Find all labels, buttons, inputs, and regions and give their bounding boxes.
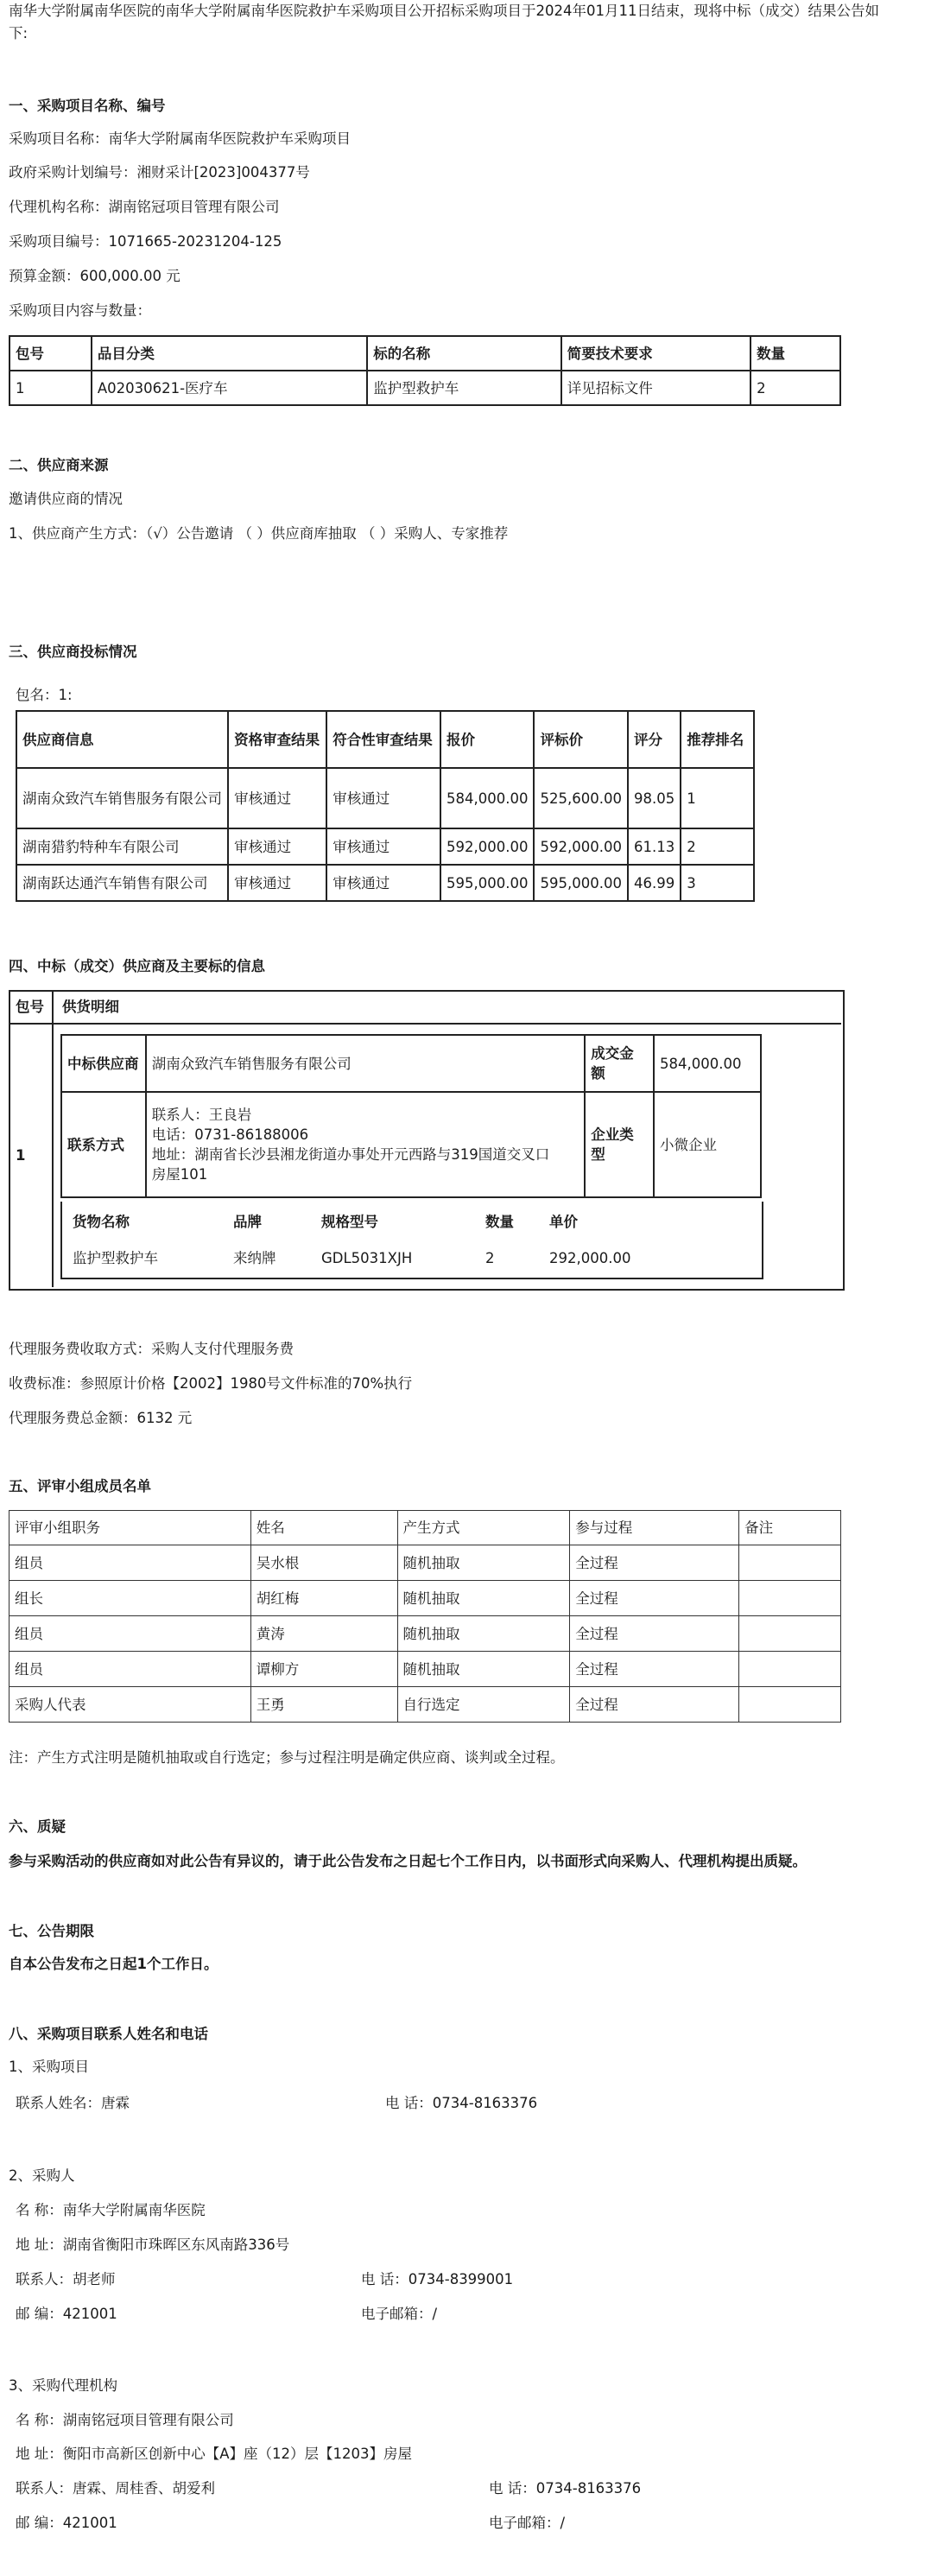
items-table xyxy=(9,335,841,406)
committee-row-2-process: 全过程 xyxy=(570,1581,739,1616)
committee-note: 注：产生方式注明是随机抽取或自行选定；参与过程注明是确定供应商、谈判或全过程。 xyxy=(9,1749,565,1766)
sub-agency: 3、采购代理机构 xyxy=(9,2377,117,2394)
section-6-title: 六、质疑 xyxy=(9,1818,66,1835)
bids-row-2-price: 592,000.00 xyxy=(440,828,534,865)
goods-header-qty: 数量 xyxy=(485,1214,514,1230)
items-cell-category: A02030621-医疗车 xyxy=(92,371,367,405)
bids-row-3-conform: 审核通过 xyxy=(326,865,440,901)
committee-row-2-note xyxy=(739,1581,841,1616)
committee-row-1-name: 吴水根 xyxy=(250,1545,397,1581)
committee-row-4-note xyxy=(739,1652,841,1687)
bids-header-price: 报价 xyxy=(440,711,534,768)
agency-email: 电子邮箱：/ xyxy=(489,2515,566,2531)
award-contact-person: 联系人：王良岩 xyxy=(151,1107,252,1123)
award-contact-label: 联系方式 xyxy=(61,1092,146,1197)
sub-buyer: 2、采购人 xyxy=(9,2167,75,2184)
award-contact-info xyxy=(146,1092,585,1197)
section-1-title: 一、采购项目名称、编号 xyxy=(9,98,166,114)
items-header-category: 品目分类 xyxy=(92,336,367,371)
project-name: 采购项目名称：南华大学附属南华医院救护车采购项目 xyxy=(9,130,351,147)
bids-table xyxy=(16,710,755,902)
items-header-tech: 简要技术要求 xyxy=(561,336,750,371)
goods-header-model: 规格型号 xyxy=(321,1214,378,1230)
bids-row-2-qual: 审核通过 xyxy=(228,828,326,865)
goods-header-price: 单价 xyxy=(549,1214,578,1230)
bids-row-2-supplier: 湖南猎豹特种车有限公司 xyxy=(16,828,228,865)
buyer-zip: 邮 编：421001 xyxy=(16,2306,117,2322)
agency-address: 地 址：衡阳市高新区创新中心【A】座（12）层【1203】房屋 xyxy=(16,2446,413,2462)
bids-header-score: 评分 xyxy=(628,711,681,768)
agency-phone: 电 话：0734-8163376 xyxy=(489,2480,642,2497)
committee-header-method: 产生方式 xyxy=(397,1511,570,1545)
committee-row-5-name: 王勇 xyxy=(250,1687,397,1723)
goods-header-brand: 品牌 xyxy=(233,1214,262,1230)
award-header-detail: 供货明细 xyxy=(62,999,119,1015)
announcement-period: 自本公告发布之日起1个工作日。 xyxy=(9,1956,218,1972)
award-contact-address-2: 房屋101 xyxy=(151,1166,208,1183)
committee-table xyxy=(9,1510,841,1723)
bids-header-supplier: 供应商信息 xyxy=(16,711,228,768)
project-number: 采购项目编号：1071665-20231204-125 xyxy=(9,233,282,250)
bids-row-1-score: 98.05 xyxy=(628,768,681,828)
committee-row-5-role: 采购人代表 xyxy=(10,1687,251,1723)
objection-text: 参与采购活动的供应商如对此公告有异议的，请于此公告发布之日起七个工作日内，以书面形式向采购人、代理机构提出质疑。 xyxy=(9,1853,807,1869)
bids-row-3-score: 46.99 xyxy=(628,865,681,901)
items-cell-pkg: 1 xyxy=(10,371,92,405)
buyer-address: 地 址：湖南省衡阳市珠晖区东风南路336号 xyxy=(16,2237,290,2253)
bids-header-qual: 资格审查结果 xyxy=(228,711,326,768)
bids-row-1-price: 584,000.00 xyxy=(440,768,534,828)
award-type: 小微企业 xyxy=(654,1092,761,1197)
bids-header-eval-price: 评标价 xyxy=(534,711,627,768)
committee-row-1-role: 组员 xyxy=(10,1545,251,1581)
committee-row-2-role: 组长 xyxy=(10,1581,251,1616)
project-phone: 电 话：0734-8163376 xyxy=(385,2095,538,2111)
committee-row-2-method: 随机抽取 xyxy=(397,1581,570,1616)
content-label: 采购项目内容与数量： xyxy=(9,302,151,319)
committee-row-1-process: 全过程 xyxy=(570,1545,739,1581)
section-8-title: 八、采购项目联系人姓名和电话 xyxy=(9,2026,208,2042)
items-header-qty: 数量 xyxy=(750,336,840,371)
award-contact-address: 地址：湖南省长沙县湘龙街道办事处开元西路与319国道交叉口 xyxy=(151,1146,550,1163)
bids-row-2-eval-price: 592,000.00 xyxy=(534,828,627,865)
committee-row-4-method: 随机抽取 xyxy=(397,1652,570,1687)
buyer-email: 电子邮箱：/ xyxy=(361,2306,438,2322)
plan-number: 政府采购计划编号：湘财采计[2023]004377号 xyxy=(9,164,310,181)
project-contact: 联系人姓名：唐霖 xyxy=(16,2095,130,2111)
supplier-invite-label: 邀请供应商的情况 xyxy=(9,491,123,507)
supplier-method: 1、供应商产生方式：（√）公告邀请 （ ）供应商库抽取 （ ）采购人、专家推荐 xyxy=(9,525,509,542)
budget: 预算金额：600,000.00 元 xyxy=(9,268,180,284)
agency-name: 代理机构名称：湖南铭冠项目管理有限公司 xyxy=(9,199,280,215)
fee-standard: 收费标准：参照原计价格【2002】1980号文件标准的70%执行 xyxy=(9,1375,413,1392)
committee-row-4-name: 谭柳方 xyxy=(250,1652,397,1687)
bids-header-conform: 符合性审查结果 xyxy=(326,711,440,768)
committee-row-4-role: 组员 xyxy=(10,1652,251,1687)
bids-row-1-rank: 1 xyxy=(681,768,754,828)
bids-row-3-rank: 3 xyxy=(681,865,754,901)
award-pkg-number: 1 xyxy=(16,1147,26,1164)
agency-zip: 邮 编：421001 xyxy=(16,2515,117,2531)
committee-row-3-role: 组员 xyxy=(10,1616,251,1652)
award-supplier-label: 中标供应商 xyxy=(61,1035,146,1092)
section-2-title: 二、供应商来源 xyxy=(9,457,109,473)
bids-row-1-supplier: 湖南众致汽车销售服务有限公司 xyxy=(16,768,228,828)
award-header-pkg: 包号 xyxy=(16,999,44,1015)
buyer-phone: 电 话：0734-8399001 xyxy=(361,2271,514,2287)
buyer-contact: 联系人：胡老师 xyxy=(16,2271,116,2287)
items-cell-tech: 详见招标文件 xyxy=(561,371,750,405)
bids-row-3-supplier: 湖南跃达通汽车销售有限公司 xyxy=(16,865,228,901)
award-supplier-table xyxy=(60,1034,762,1198)
bids-row-3-price: 595,000.00 xyxy=(440,865,534,901)
committee-row-2-name: 胡红梅 xyxy=(250,1581,397,1616)
committee-row-5-method: 自行选定 xyxy=(397,1687,570,1723)
committee-header-role: 评审小组职务 xyxy=(10,1511,251,1545)
goods-qty: 2 xyxy=(485,1250,495,1266)
award-amount: 584,000.00 xyxy=(654,1035,761,1092)
award-contact-phone: 电话：0731-86188006 xyxy=(151,1126,309,1143)
section-7-title: 七、公告期限 xyxy=(9,1923,94,1939)
items-cell-subject: 监护型救护车 xyxy=(367,371,560,405)
goods-header-name: 货物名称 xyxy=(73,1214,130,1230)
goods-price: 292,000.00 xyxy=(549,1250,631,1266)
agency-name-line: 名 称：湖南铭冠项目管理有限公司 xyxy=(16,2412,234,2428)
award-header-detail-cell xyxy=(54,990,841,1025)
section-4-title: 四、中标（成交）供应商及主要标的信息 xyxy=(9,958,265,974)
goods-brand: 来纳牌 xyxy=(233,1250,276,1266)
items-header-subject: 标的名称 xyxy=(367,336,560,371)
section-5-title: 五、评审小组成员名单 xyxy=(9,1478,151,1494)
buyer-name: 名 称：南华大学附属南华医院 xyxy=(16,2202,206,2218)
bids-row-3-qual: 审核通过 xyxy=(228,865,326,901)
award-type-label: 企业类型 xyxy=(585,1092,654,1197)
committee-row-3-note xyxy=(739,1616,841,1652)
sub-project: 1、采购项目 xyxy=(9,2059,89,2075)
bids-row-1-conform: 审核通过 xyxy=(326,768,440,828)
committee-header-name: 姓名 xyxy=(250,1511,397,1545)
bids-row-3-eval-price: 595,000.00 xyxy=(534,865,627,901)
award-amount-label: 成交金额 xyxy=(585,1035,654,1092)
committee-row-3-process: 全过程 xyxy=(570,1616,739,1652)
package-name: 包名：1: xyxy=(16,687,73,703)
committee-row-1-note xyxy=(739,1545,841,1581)
committee-header-note: 备注 xyxy=(739,1511,841,1545)
committee-row-5-process: 全过程 xyxy=(570,1687,739,1723)
committee-row-5-note xyxy=(739,1687,841,1723)
intro-line-1: 南华大学附属南华医院的南华大学附属南华医院救护车采购项目公开招标采购项目于2024年01月11日结束，现将中标（成交）结果公告如 xyxy=(9,3,879,19)
bids-row-2-conform: 审核通过 xyxy=(326,828,440,865)
intro-line-2: 下: xyxy=(9,25,28,41)
agency-contact: 联系人：唐霖、周桂香、胡爱利 xyxy=(16,2480,215,2497)
bids-header-rank: 推荐排名 xyxy=(681,711,754,768)
bids-row-1-eval-price: 525,600.00 xyxy=(534,768,627,828)
committee-row-4-process: 全过程 xyxy=(570,1652,739,1687)
goods-model: GDL5031XJH xyxy=(321,1250,413,1266)
committee-row-1-method: 随机抽取 xyxy=(397,1545,570,1581)
fee-method: 代理服务费收取方式：采购人支付代理服务费 xyxy=(9,1341,294,1357)
section-3-title: 三、供应商投标情况 xyxy=(9,644,137,660)
goods-name: 监护型救护车 xyxy=(73,1250,158,1266)
bids-row-1-qual: 审核通过 xyxy=(228,768,326,828)
bids-row-2-score: 61.13 xyxy=(628,828,681,865)
committee-row-3-name: 黄涛 xyxy=(250,1616,397,1652)
items-header-pkg: 包号 xyxy=(10,336,92,371)
committee-header-process: 参与过程 xyxy=(570,1511,739,1545)
fee-total: 代理服务费总金额：6132 元 xyxy=(9,1410,193,1426)
committee-row-3-method: 随机抽取 xyxy=(397,1616,570,1652)
award-supplier-name: 湖南众致汽车销售服务有限公司 xyxy=(146,1035,585,1092)
items-cell-qty: 2 xyxy=(750,371,840,405)
bids-row-2-rank: 2 xyxy=(681,828,754,865)
